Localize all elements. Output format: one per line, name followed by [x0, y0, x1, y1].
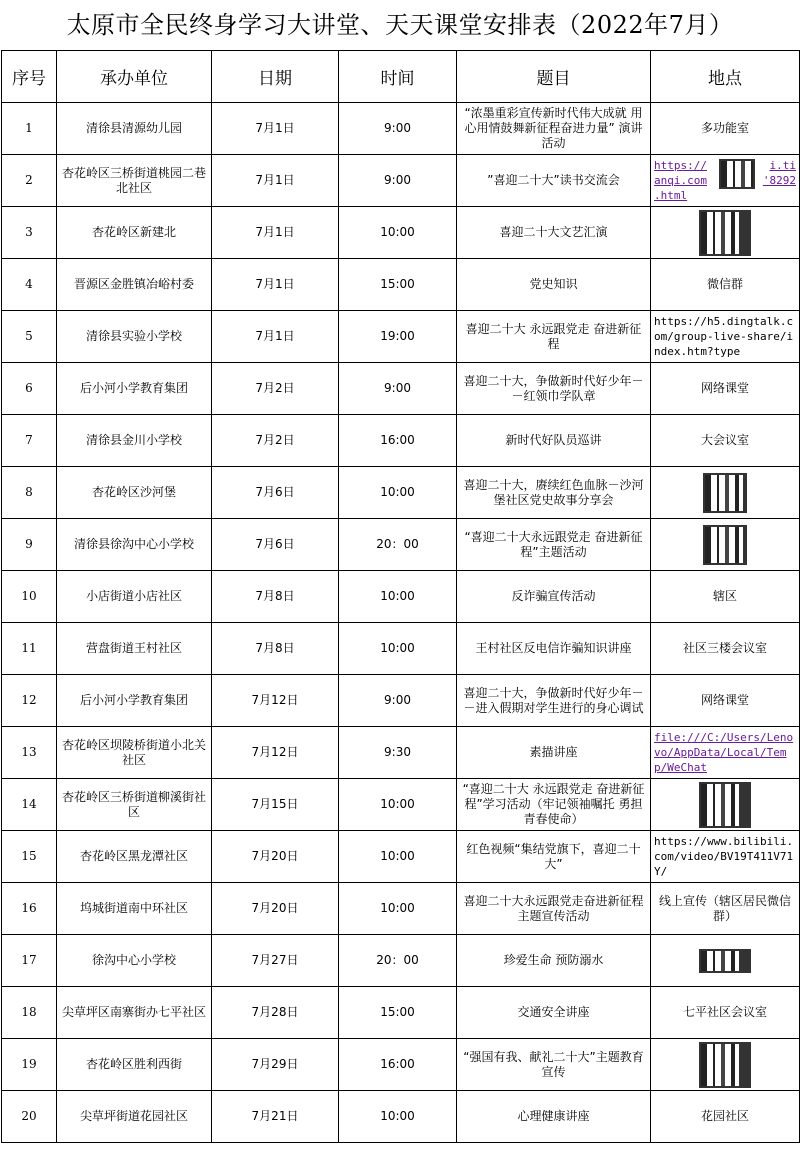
row-time: 9:00	[339, 103, 457, 155]
row-org: 杏花岭区坝陵桥街道小北关社区	[57, 727, 212, 779]
row-date: 7月27日	[212, 935, 339, 987]
row-topic: 喜迎二十大，争做新时代好少年－－红领巾学队章	[457, 363, 651, 415]
location-link[interactable]: .html	[654, 189, 688, 202]
table-row	[2, 727, 800, 779]
row-time: 9:00	[339, 363, 457, 415]
table-row	[2, 831, 800, 883]
row-time: 10:00	[339, 207, 457, 259]
table-row	[2, 571, 800, 623]
location-link[interactable]: https://www.bilibili.com/video/BV19T411V71Y/	[654, 835, 794, 878]
row-date: 7月15日	[212, 779, 339, 831]
row-topic: 喜迎二十大文艺汇演	[457, 207, 651, 259]
row-location	[651, 155, 800, 207]
qr-code-icon	[699, 782, 751, 828]
table-row	[2, 155, 800, 207]
row-number: 2	[2, 155, 57, 207]
row-time: 10:00	[339, 779, 457, 831]
table-row	[2, 415, 800, 467]
row-number: 15	[2, 831, 57, 883]
row-time: 9:30	[339, 727, 457, 779]
row-date: 7月1日	[212, 207, 339, 259]
qr-code-icon	[699, 949, 751, 973]
table-header-row	[2, 51, 800, 103]
row-org: 杏花岭区三桥街道桃园二巷北社区	[57, 155, 212, 207]
row-org: 徐沟中心小学校	[57, 935, 212, 987]
row-org: 后小河小学教育集团	[57, 363, 212, 415]
row-org: 晋源区金胜镇冶峪村委	[57, 259, 212, 311]
table-row	[2, 259, 800, 311]
row-number: 17	[2, 935, 57, 987]
row-org: 小店街道小店社区	[57, 571, 212, 623]
row-time: 10:00	[339, 571, 457, 623]
row-time: 10:00	[339, 623, 457, 675]
row-org: 后小河小学教育集团	[57, 675, 212, 727]
table-row	[2, 935, 800, 987]
row-org: 坞城街道南中环社区	[57, 883, 212, 935]
row-number: 12	[2, 675, 57, 727]
row-location	[651, 831, 800, 883]
row-location: 辖区	[651, 571, 800, 623]
row-time: 10:00	[339, 831, 457, 883]
row-topic: 喜迎二十大，赓续红色血脉－沙河堡社区党史故事分享会	[457, 467, 651, 519]
row-org: 清徐县金川小学校	[57, 415, 212, 467]
row-topic: 党史知识	[457, 259, 651, 311]
table-row	[2, 883, 800, 935]
row-topic: 喜迎二十大 永远跟党走 奋进新征程	[457, 311, 651, 363]
row-number: 11	[2, 623, 57, 675]
row-location	[651, 727, 800, 779]
row-number: 14	[2, 779, 57, 831]
row-number: 19	[2, 1039, 57, 1091]
row-time: 9:00	[339, 155, 457, 207]
table-row	[2, 467, 800, 519]
row-topic: 新时代好队员巡讲	[457, 415, 651, 467]
table-row	[2, 311, 800, 363]
row-time: 15:00	[339, 259, 457, 311]
row-number: 9	[2, 519, 57, 571]
row-org: 杏花岭区新建北	[57, 207, 212, 259]
table-row	[2, 103, 800, 155]
row-location: 花园社区	[651, 1091, 800, 1143]
header-org: 承办单位	[57, 51, 212, 103]
qr-code-icon	[703, 525, 747, 565]
row-location: 网络课堂	[651, 363, 800, 415]
row-location: 微信群	[651, 259, 800, 311]
qr-code-icon	[703, 473, 747, 513]
table-row	[2, 207, 800, 259]
row-number: 4	[2, 259, 57, 311]
row-topic: 素描讲座	[457, 727, 651, 779]
row-time: 19:00	[339, 311, 457, 363]
row-number: 8	[2, 467, 57, 519]
row-org: 杏花岭区三桥街道柳溪街社区	[57, 779, 212, 831]
row-topic: 交通安全讲座	[457, 987, 651, 1039]
location-link[interactable]: https://h5.dingtalk.com/group-live-share/index.htm?type	[654, 315, 794, 358]
row-time: 20：00	[339, 519, 457, 571]
row-date: 7月6日	[212, 467, 339, 519]
row-org: 营盘街道王村社区	[57, 623, 212, 675]
header-time: 时间	[339, 51, 457, 103]
schedule-table	[1, 50, 800, 1143]
row-date: 7月29日	[212, 1039, 339, 1091]
row-location: 大会议室	[651, 415, 800, 467]
page-title: 太原市全民终身学习大讲堂、天天课堂安排表（2022年7月）	[66, 11, 734, 39]
row-location	[651, 1039, 800, 1091]
row-date: 7月1日	[212, 259, 339, 311]
row-date: 7月8日	[212, 571, 339, 623]
row-date: 7月1日	[212, 311, 339, 363]
table-row	[2, 987, 800, 1039]
row-number: 18	[2, 987, 57, 1039]
table-row	[2, 675, 800, 727]
row-number: 13	[2, 727, 57, 779]
row-number: 10	[2, 571, 57, 623]
row-time: 10:00	[339, 467, 457, 519]
row-location: 多功能室	[651, 103, 800, 155]
row-topic: 红色视频“集结党旗下，喜迎二十大”	[457, 831, 651, 883]
row-time: 16:00	[339, 415, 457, 467]
row-topic: “强国有我、献礼二十大”主题教育宣传	[457, 1039, 651, 1091]
row-topic: 反诈骗宣传活动	[457, 571, 651, 623]
row-number: 16	[2, 883, 57, 935]
row-date: 7月21日	[212, 1091, 339, 1143]
row-org: 尖草坪区南寨街办七平社区	[57, 987, 212, 1039]
row-topic: 心理健康讲座	[457, 1091, 651, 1143]
row-topic: “喜迎二十大 永远跟党走 奋进新征程”学习活动（牢记领袖嘱托 勇担青春使命）	[457, 779, 651, 831]
row-topic: 喜迎二十大，争做新时代好少年－－进入假期对学生进行的身心调试	[457, 675, 651, 727]
qr-code-icon	[699, 210, 751, 256]
row-topic: “浓墨重彩宣传新时代伟大成就 用心用情鼓舞新征程奋进力量” 演讲活动	[457, 103, 651, 155]
table-row	[2, 779, 800, 831]
row-location	[651, 207, 800, 259]
row-org: 清徐县实验小学校	[57, 311, 212, 363]
row-date: 7月12日	[212, 675, 339, 727]
row-date: 7月20日	[212, 883, 339, 935]
header-index: 序号	[2, 51, 57, 103]
row-topic: 喜迎二十大永远跟党走奋进新征程主题宣传活动	[457, 883, 651, 935]
location-link[interactable]: file:///C:/Users/Lenovo/AppData/Local/Temp/WeChat	[654, 731, 794, 774]
row-topic: 珍爱生命 预防溺水	[457, 935, 651, 987]
row-location: 七平社区会议室	[651, 987, 800, 1039]
row-org: 杏花岭区沙河堡	[57, 467, 212, 519]
row-date: 7月1日	[212, 103, 339, 155]
row-location	[651, 935, 800, 987]
row-time: 16:00	[339, 1039, 457, 1091]
row-number: 3	[2, 207, 57, 259]
header-date: 日期	[212, 51, 339, 103]
qr-code-icon	[719, 159, 755, 189]
row-number: 5	[2, 311, 57, 363]
location-link[interactable]: i.ti	[769, 159, 796, 172]
row-org: 杏花岭区胜利西街	[57, 1039, 212, 1091]
row-topic: ”喜迎二十大”读书交流会	[457, 155, 651, 207]
row-date: 7月12日	[212, 727, 339, 779]
row-topic: “喜迎二十大永远跟党走 奋进新征程”主题活动	[457, 519, 651, 571]
header-location: 地点	[651, 51, 800, 103]
row-org: 清徐县徐沟中心小学校	[57, 519, 212, 571]
table-row	[2, 623, 800, 675]
row-org: 尖草坪街道花园社区	[57, 1091, 212, 1143]
table-row	[2, 519, 800, 571]
header-topic: 题目	[457, 51, 651, 103]
row-location	[651, 311, 800, 363]
row-number: 20	[2, 1091, 57, 1143]
qr-code-icon	[699, 1042, 751, 1088]
row-date: 7月2日	[212, 415, 339, 467]
table-row	[2, 1039, 800, 1091]
row-location: 社区三楼会议室	[651, 623, 800, 675]
row-location	[651, 467, 800, 519]
row-location	[651, 779, 800, 831]
table-row	[2, 363, 800, 415]
row-time: 20：00	[339, 935, 457, 987]
row-number: 7	[2, 415, 57, 467]
row-location: 网络课堂	[651, 675, 800, 727]
row-date: 7月2日	[212, 363, 339, 415]
row-date: 7月28日	[212, 987, 339, 1039]
row-date: 7月8日	[212, 623, 339, 675]
row-time: 10:00	[339, 883, 457, 935]
table-row	[2, 1091, 800, 1143]
row-time: 10:00	[339, 1091, 457, 1143]
row-number: 1	[2, 103, 57, 155]
row-location	[651, 519, 800, 571]
row-org: 清徐县清源幼儿园	[57, 103, 212, 155]
row-time: 15:00	[339, 987, 457, 1039]
location-link[interactable]: https://	[654, 159, 707, 172]
row-time: 9:00	[339, 675, 457, 727]
row-topic: 王村社区反电信诈骗知识讲座	[457, 623, 651, 675]
location-link[interactable]: '8292	[762, 174, 796, 187]
row-date: 7月20日	[212, 831, 339, 883]
location-link[interactable]: anqi.com	[654, 174, 707, 187]
row-date: 7月1日	[212, 155, 339, 207]
row-org: 杏花岭区黑龙潭社区	[57, 831, 212, 883]
row-location: 线上宣传（辖区居民微信群）	[651, 883, 800, 935]
row-date: 7月6日	[212, 519, 339, 571]
row-number: 6	[2, 363, 57, 415]
